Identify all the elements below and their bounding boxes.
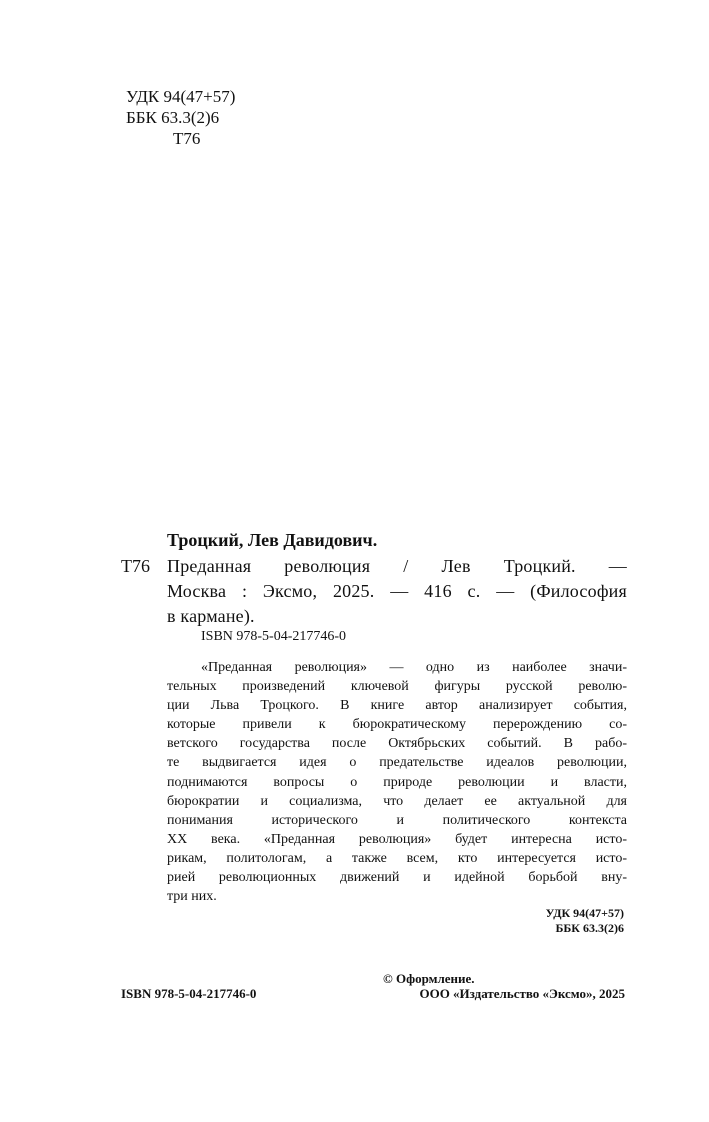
author-mark: Т76 (121, 556, 150, 576)
isbn-record: ISBN 978-5-04-217746-0 (201, 629, 347, 644)
udk-code: УДК 94(47+57) (126, 87, 236, 106)
annotation (167, 658, 627, 906)
udk-code-bottom: УДК 94(47+57) (545, 906, 624, 920)
bibliographic-description (167, 554, 627, 629)
annotation-line: рией революционных движений и идейной борьбой вну- (167, 870, 627, 886)
annotation-line: рикам, политологам, а также всем, кто интересуется исто- (167, 850, 627, 866)
annotation-line: те выдвигается идея о предательстве идеалов революции, (167, 755, 627, 771)
annotation-line: тельных произведений ключевой фигуры русской револю- (167, 679, 627, 695)
annotation-line: бюрократии и социализма, что делает ее актуальной для (167, 793, 627, 809)
bbk-code: ББК 63.3(2)6 (126, 108, 220, 127)
bbk-code-bottom: ББК 63.3(2)6 (555, 921, 624, 935)
annotation-line: ветского государства после Октябрьских событий. В рабо- (167, 736, 627, 752)
author-mark-top: Т76 (173, 129, 201, 148)
description-line: Москва : Эксмо, 2025. — 416 с. — (Философия (167, 581, 627, 601)
annotation-line: которые привели к бюрократическому перерождению со- (167, 717, 627, 733)
publisher-line: ООО «Издательство «Эксмо», 2025 (419, 986, 625, 1001)
description-line: в кармане). (167, 606, 255, 626)
copyright-line: © Оформление. (383, 971, 475, 986)
annotation-line: XX века. «Преданная революция» будет интересна исто- (167, 831, 627, 847)
description-line: Преданная революция / Лев Троцкий. — (167, 556, 627, 576)
annotation-line: «Преданная революция» — одно из наиболее значи- (201, 660, 627, 675)
isbn-footer: ISBN 978-5-04-217746-0 (121, 986, 257, 1001)
annotation-line: понимания исторического и политического контекста (167, 812, 627, 828)
author-heading: Троцкий, Лев Давидович. (167, 530, 378, 550)
annotation-line: ции Льва Троцкого. В книге автор анализирует события, (167, 698, 627, 714)
annotation-line: три них. (167, 889, 217, 905)
annotation-line: поднимаются вопросы о природе революции и власти, (167, 774, 627, 790)
